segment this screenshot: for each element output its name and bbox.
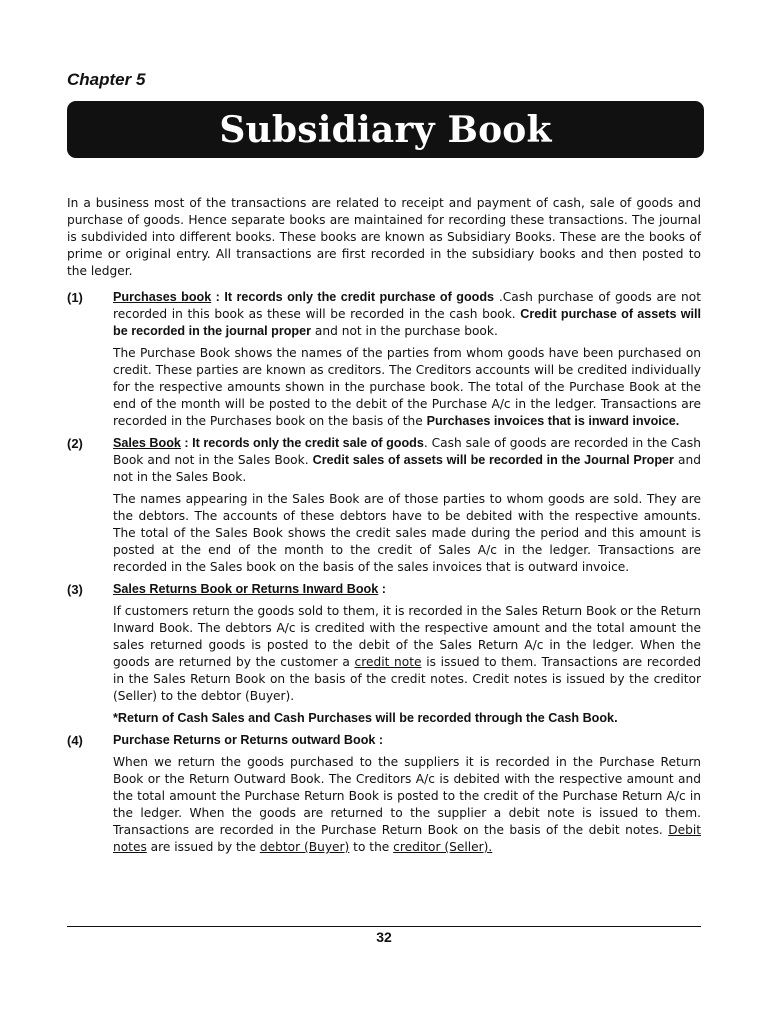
section-lead-bold: : It records only the credit purchase of goods [211,290,495,304]
creditor-term: creditor (Seller). [393,840,493,854]
section-title: Sales Returns Book or Returns Inward Book [113,582,379,596]
footer-divider [67,926,701,927]
section-paragraph [113,754,701,856]
section-note: *Return of Cash Sales and Cash Purchases will be recorded through the Cash Book. [113,711,618,725]
section-paragraph [113,345,701,430]
section-number: (3) [67,582,83,597]
section-number: (2) [67,436,83,451]
section-paragraph [113,603,701,705]
section-paragraph-text: The Purchase Book shows the names of the parties from whom goods have been purchased on credit. These parties are known as creditors. The Creditors accounts will be credited individually for the respective amounts shown in the purchase book. The total of the Purchase Book at the end of the month will be posted to the debit of the Purchase A/c in the ledger. Transactions are recorded in the Purchases book on the basis of the [113,346,701,428]
section-paragraph-mid: are issued by the [146,840,260,854]
section-title-suffix: : [378,582,386,596]
section-lead-text-2: and not in the Sales Book. [113,453,701,484]
section-body [113,581,701,732]
section-paragraph-text-2: is issued to them. Transactions are recorded in the Sales Return Book on the basis of the credit notes. Credit notes is issued by the creditor (Seller) to the debtor (Buyer). [113,655,701,703]
section-heading [113,581,701,598]
credit-note-term: credit note [354,655,422,669]
section-lead-text-2: and not in the purchase book. [311,324,498,338]
section-purchases-book [67,289,701,435]
section-paragraph-bold: Purchases invoices that is inward invoice. [426,414,680,428]
section-body [113,732,701,861]
section-number: (1) [67,290,83,305]
section-title: Sales Book [113,436,181,450]
section-lead-text: . Cash sale of goods are recorded in the Cash Book and not in the Sales Book. [113,436,702,467]
section-sales-book [67,435,701,581]
document-body [67,195,701,861]
section-purchase-returns-book [67,732,701,861]
section-paragraph-mid-2: to the [349,840,394,854]
chapter-label: Chapter 5 [67,70,146,89]
section-body [113,435,701,581]
section-paragraph-text: When we return the goods purchased to the suppliers it is recorded in the Purchase Return Book or the Return Outward Book. The Creditors A/c is debited with the respective amount and the total amount the Purchase Return Book is posted to the credit of the Purchase Return A/c in the ledger. When the goods are returned to the supplier a debit note is issued to them. Transactions are recorded in the Purchase Return Book on the basis of the debit notes. [113,755,701,837]
section-lead-bold-2: Credit purchase of assets will be recorded in the journal proper [113,307,701,338]
section-title: Purchase Returns or Returns outward Book : [113,733,384,747]
section-lead-paragraph [113,435,701,486]
page-number: 32 [376,929,392,945]
section-sales-returns-book [67,581,701,732]
debtor-term: debtor (Buyer) [259,840,350,854]
section-paragraph: The names appearing in the Sales Book are of those parties to whom goods are sold. They are the debtors. The accounts of these debtors have to be debited with the respective amounts. The total of the Sales Book shows the credit sales made during the period and this amount is posted at the end of the month to the credit of Sales A/c in the ledger. Transactions are recorded in the Sales book on the basis of the sales invoices that is outward invoice. [113,492,701,574]
section-body [113,289,701,435]
debit-notes-term: Debit notes [113,823,701,854]
page-title: Subsidiary Book [219,108,552,151]
section-paragraph-text: If customers return the goods sold to them, it is recorded in the Sales Return Book or the Return Inward Book. The debtors A/c is credited with the respective amount and the total amount the sales returned goods is posted to the debit of the Sales Return A/c in the ledger. When the goods are returned by the customer a [113,604,701,669]
section-lead-bold: : It records only the credit sale of goods [180,436,424,450]
section-number: (4) [67,733,83,748]
section-title: Purchases book [113,290,212,304]
intro-paragraph: In a business most of the transactions are related to receipt and payment of cash, sale of goods and purchase of goods. Hence separate books are maintained for recording these transactions. The journal is subdivided into different books. These books are known as Subsidiary Books. These are the books of prime or original entry. All transactions are first recorded in the subsidiary books and then posted to the ledger. [67,196,701,278]
section-lead-text: .Cash purchase of goods are not recorded in this book as these will be recorded in the cash book. [113,290,701,321]
title-banner [67,101,704,158]
section-lead-paragraph [113,289,701,340]
section-lead-bold-2: Credit sales of assets will be recorded in the Journal Proper [312,453,674,467]
